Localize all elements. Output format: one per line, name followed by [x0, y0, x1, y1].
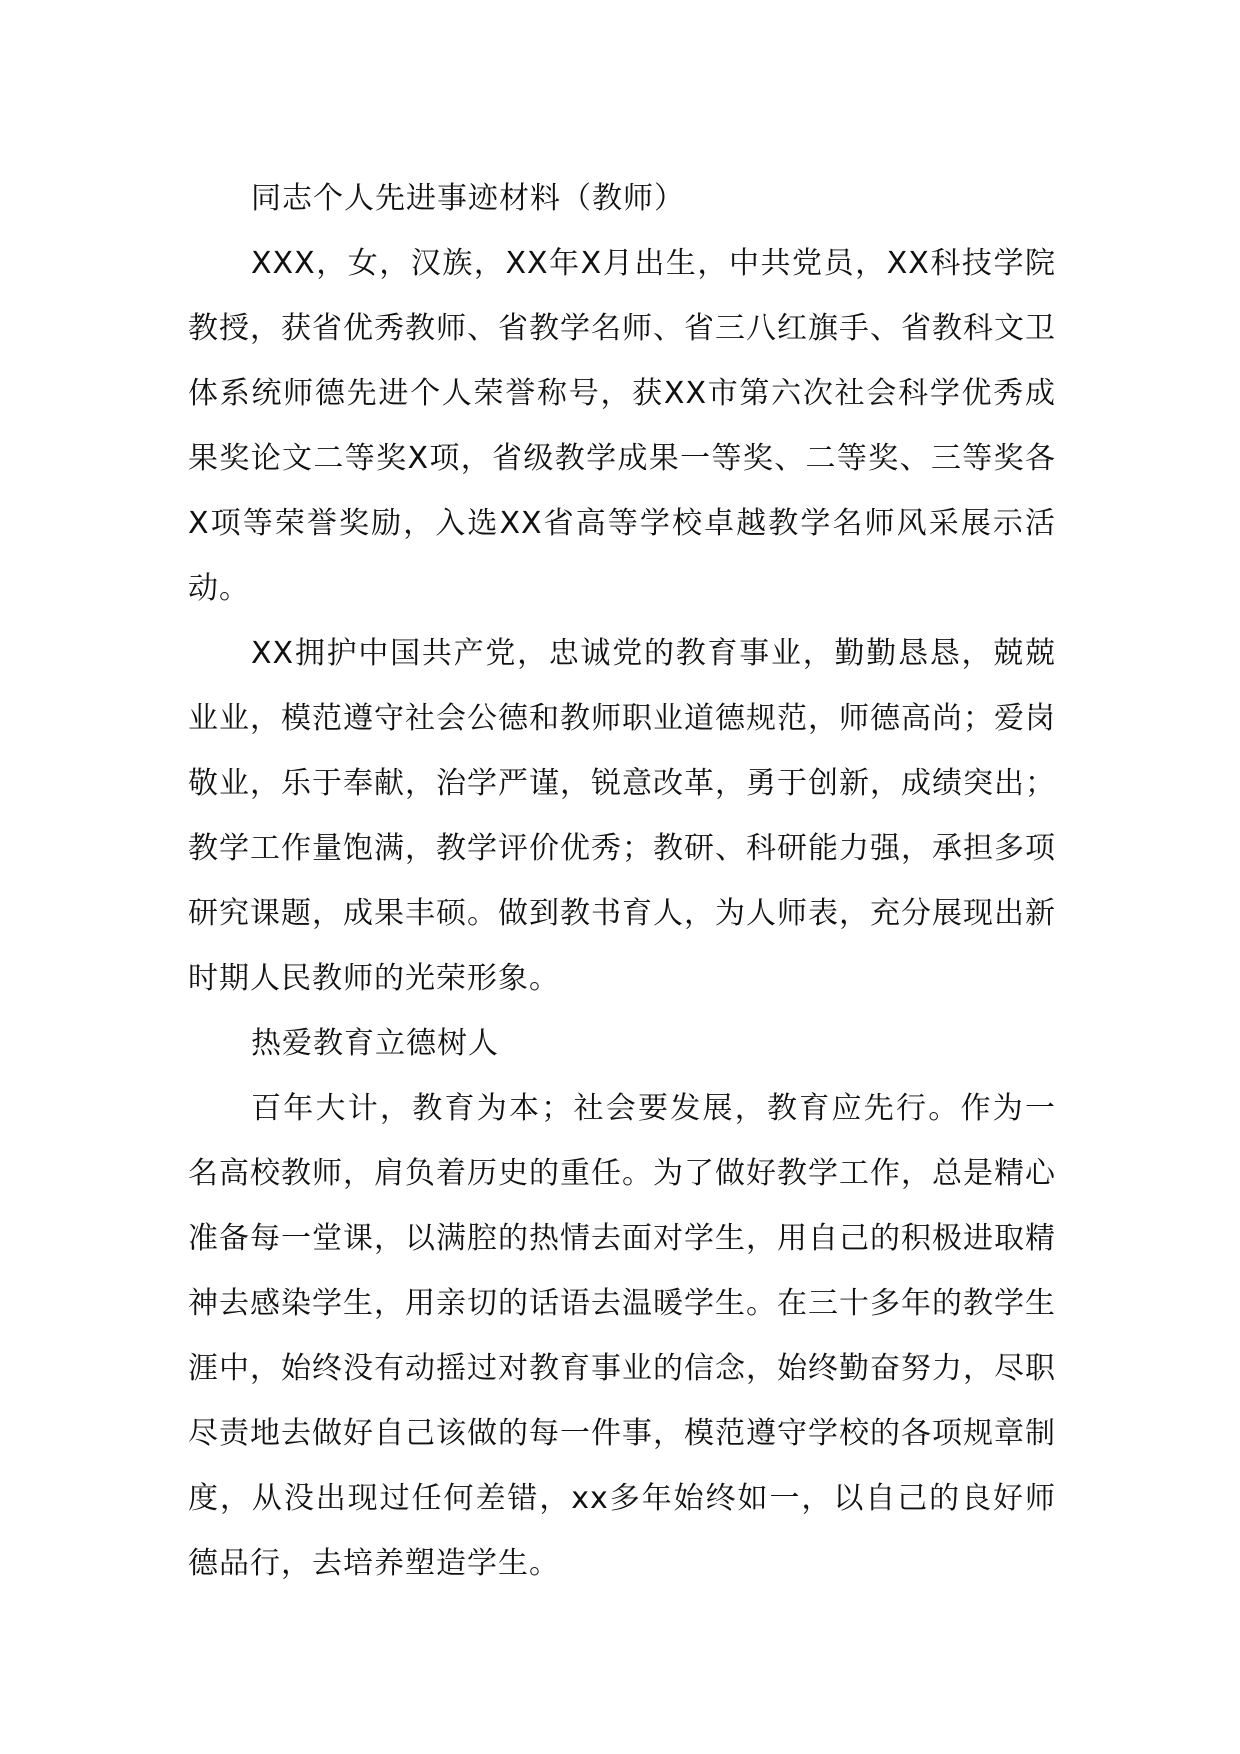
document-title: 同志个人先进事迹材料（教师）: [251, 181, 685, 216]
intro-paragraph: XXX，女，汉族，XX年X月出生，中共党员，XX科技学院教授，获省优秀教师、省教学名师、省三八红旗手、省教科文卫体系统师德先进个人荣誉称号，获XX市第六次社会科学优秀成果奖论文二等奖X项，省级教学成果一等奖、二等奖、三等奖各X项等荣誉奖励，入选XX省高等学校卓越教学名师风采展示活动。: [188, 246, 1056, 606]
section-heading: 热爱教育立德树人: [251, 1026, 499, 1061]
document-body: [188, 166, 1056, 1596]
summary-paragraph: XX拥护中国共产党，忠诚党的教育事业，勤勤恳恳，兢兢业业，模范遵守社会公德和教师职业道德规范，师德高尚；爱岗敬业，乐于奉献，治学严谨，锐意改革，勇于创新，成绩突出；教学工作量饱满，教学评价优秀；教研、科研能力强，承担多项研究课题，成果丰硕。做到教书育人，为人师表，充分展现出新时期人民教师的光荣形象。: [188, 636, 1056, 996]
section-paragraph: 百年大计，教育为本；社会要发展，教育应先行。作为一名高校教师，肩负着历史的重任。为了做好教学工作，总是精心准备每一堂课，以满腔的热情去面对学生，用自己的积极进取精神去感染学生，用亲切的话语去温暖学生。在三十多年的教学生涯中，始终没有动摇过对教育事业的信念，始终勤奋努力，尽职尽责地去做好自己该做的每一件事，模范遵守学校的各项规章制度，从没出现过任何差错，xx多年始终如一，以自己的良好师德品行，去培养塑造学生。: [188, 1091, 1056, 1581]
